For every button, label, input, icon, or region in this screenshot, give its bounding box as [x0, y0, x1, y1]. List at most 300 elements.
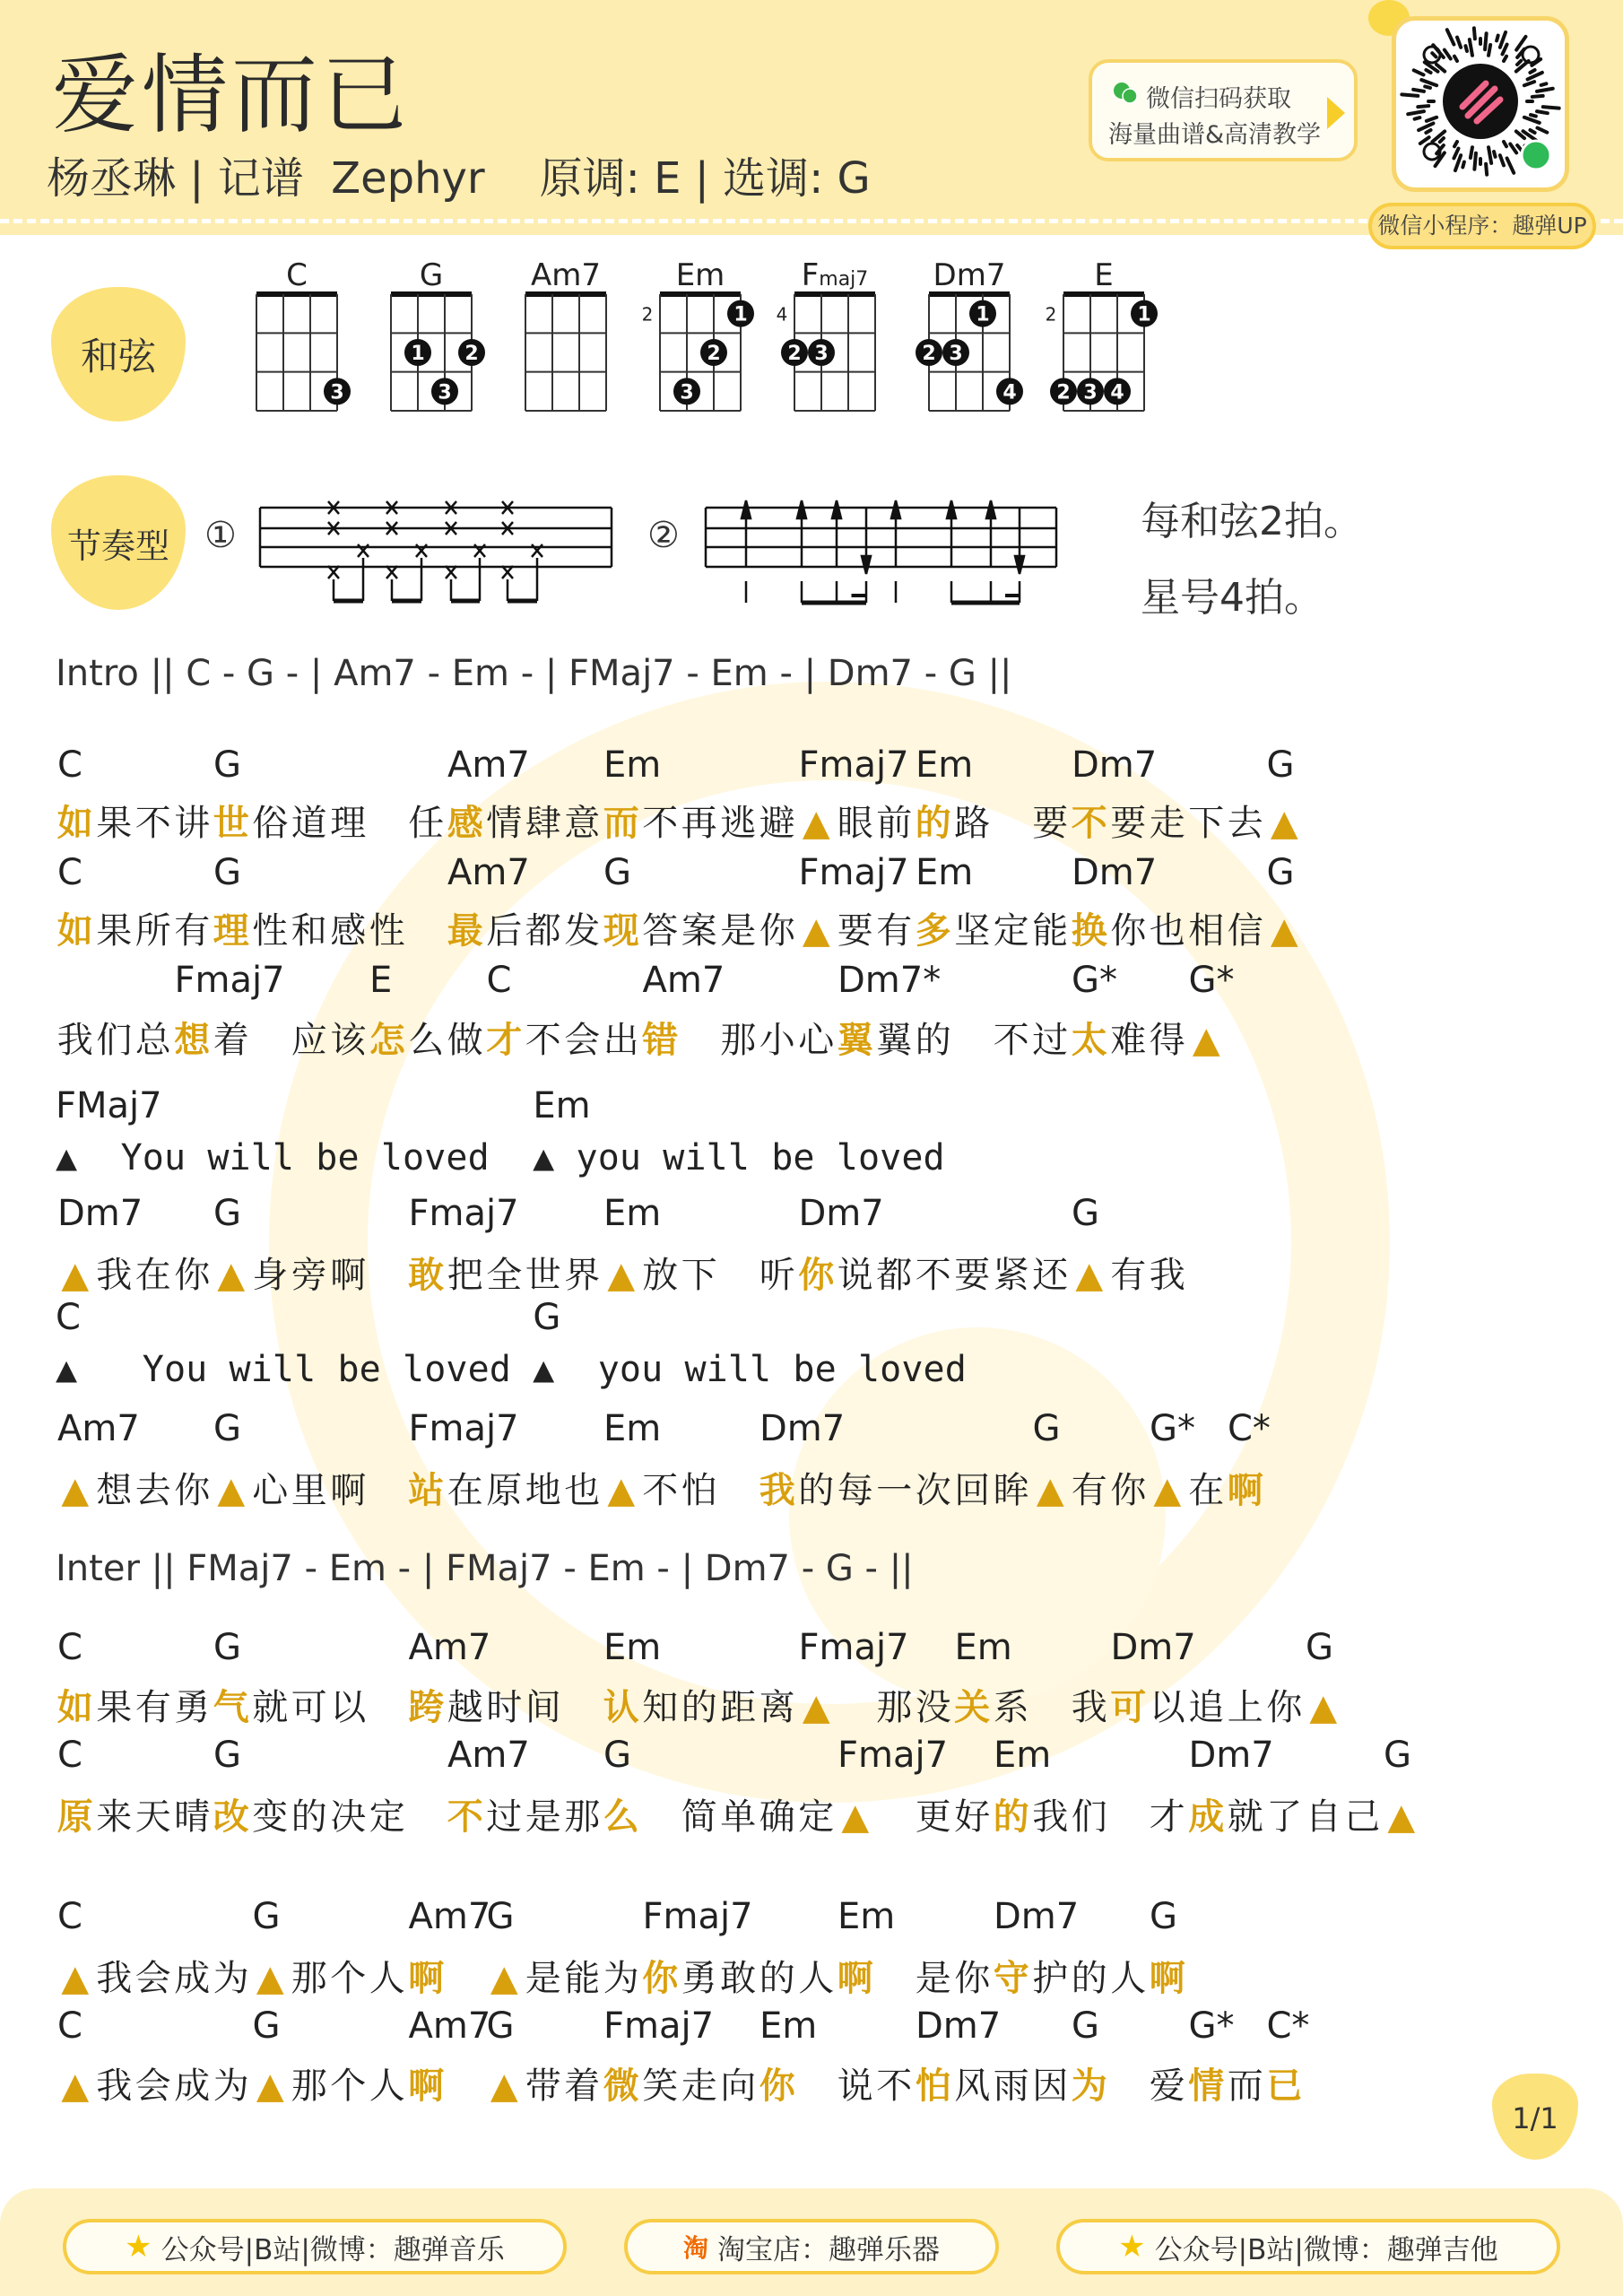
- lyric-char: 能: [1032, 910, 1069, 952]
- lyric-char: 不: [993, 1020, 1029, 1061]
- lyric-char: e: [467, 1349, 490, 1390]
- lyric-char: 任: [408, 803, 445, 844]
- lyric-char: 啊: [1227, 1470, 1263, 1511]
- lyric-char: 有: [1071, 1470, 1107, 1511]
- lyric-char: 人: [369, 1958, 405, 1999]
- lyric-char: 要: [954, 1255, 991, 1296]
- lyric-char: d: [489, 1349, 511, 1390]
- chord-symbol: Dm7: [916, 2005, 1002, 2047]
- lyric-char: 因: [1032, 2066, 1069, 2107]
- lyric-char: 敢: [720, 1958, 757, 1999]
- lyric-char: 好: [954, 1796, 991, 1838]
- promo-line2: 海量曲谱&高清教学: [1108, 121, 1322, 149]
- star-icon: ★: [1118, 2229, 1146, 2265]
- chord-diagram-c: [256, 257, 351, 411]
- lyric-char: 你: [954, 1958, 991, 1999]
- lyric-char: 那: [720, 1020, 757, 1061]
- lyric-char: 会: [564, 1020, 601, 1061]
- chord-diagrams: [206, 251, 1193, 430]
- svg-text:3: 3: [438, 381, 452, 404]
- lyric-char: 如: [56, 1687, 93, 1728]
- lyric-char: 关: [954, 1687, 991, 1728]
- lyric-char: 么: [603, 1796, 639, 1838]
- lyric-char: 信: [1227, 910, 1263, 952]
- svg-text:2: 2: [1056, 381, 1071, 404]
- lyric-char: 没: [915, 1687, 951, 1728]
- lyric-char: [207, 1349, 229, 1390]
- lyric-char: 理: [330, 803, 367, 844]
- lyric-char: i: [706, 1349, 728, 1390]
- lyric-char: 是: [525, 1796, 561, 1838]
- lyric-char: l: [403, 1349, 425, 1390]
- base-fret: 2: [641, 303, 654, 326]
- lyric-char: 最: [447, 910, 483, 952]
- lyric-char: 不: [642, 803, 679, 844]
- lyric-row: [56, 1788, 1421, 1838]
- lyric-char: v: [880, 1137, 902, 1178]
- chord-symbol: FMaj7: [56, 1085, 162, 1126]
- lyric-char: 都: [525, 910, 561, 952]
- lyric-char: Y: [142, 1349, 164, 1390]
- lyric-char: 和: [291, 910, 327, 952]
- lyric-char: 就: [252, 1687, 289, 1728]
- chord-symbol: G: [1072, 2005, 1099, 2047]
- lyric-char: i: [250, 1349, 273, 1390]
- lyric-char: 的: [1071, 1958, 1107, 1999]
- lyric-char: 前: [876, 803, 913, 844]
- lyric-char: 怕: [915, 2066, 951, 2107]
- lyric-char: 有: [135, 1687, 171, 1728]
- lyric-char: e: [446, 1137, 468, 1178]
- lyric-char: v: [424, 1137, 447, 1178]
- chord-symbol: Dm7: [1188, 1735, 1274, 1776]
- lyric-char: [1109, 1796, 1149, 1838]
- lyric-char: 怎: [369, 1020, 405, 1061]
- chord-name: E: [1094, 257, 1114, 293]
- lyric-char: [719, 1255, 759, 1296]
- lyric-char: [797, 2066, 837, 2107]
- chord-symbol: Fmaj7: [408, 1408, 519, 1449]
- strum-marker-icon: ▲: [217, 1470, 246, 1511]
- lyric-char: 说: [837, 1255, 873, 1296]
- lyric-char: 你: [798, 1255, 835, 1296]
- lyric-char: 啊: [330, 1470, 367, 1511]
- lyric-char: 在: [1188, 1470, 1225, 1511]
- lyric-char: 以: [1149, 1687, 1185, 1728]
- lyric-char: 翼: [837, 1020, 873, 1061]
- lyric-char: 简: [681, 1796, 717, 1838]
- svg-text:3: 3: [680, 381, 694, 404]
- chord-diagram-fmaj7: [777, 257, 875, 411]
- qr-code-icon: [1396, 21, 1565, 187]
- lyric-char: 而: [603, 803, 639, 844]
- chord-diagram-dm7: [916, 257, 1023, 411]
- lyric-char: [407, 1796, 447, 1838]
- lyric-char: l: [706, 1137, 728, 1178]
- lyric-char: 跨: [408, 1687, 445, 1728]
- lyric-char: 性: [252, 910, 289, 952]
- lyric-char: 界: [564, 1255, 601, 1296]
- chord-symbol: Em: [916, 852, 974, 893]
- lyric-char: 不: [447, 1796, 483, 1838]
- lyric-char: 眼: [837, 803, 873, 844]
- lyric-char: 你: [759, 2066, 795, 2107]
- lyric-char: 勇: [681, 1958, 717, 1999]
- lyric-char: [368, 1687, 407, 1728]
- lyric-row: [56, 1137, 945, 1182]
- chord-symbol: G: [213, 852, 241, 893]
- chord-row: [56, 960, 1580, 1004]
- lyric-char: 走: [1149, 803, 1185, 844]
- lyric-char: 下: [681, 1255, 717, 1296]
- lyric-char: 不: [1071, 803, 1107, 844]
- lyric-char: e: [793, 1137, 815, 1178]
- chord-row: [56, 744, 1580, 789]
- strum-marker-icon: ▲: [607, 1255, 636, 1296]
- lyric-char: 追: [1188, 1687, 1225, 1728]
- lyric-char: 发: [564, 910, 601, 952]
- chord-symbol: Em: [994, 1735, 1052, 1776]
- footer-link-music[interactable]: [63, 2219, 567, 2274]
- lyric-char: 去: [135, 1470, 171, 1511]
- chord-symbol: C: [57, 1735, 82, 1776]
- chord-symbol: C: [486, 960, 512, 1001]
- lyric-char: 在: [447, 1470, 483, 1511]
- wechat-icon: [1112, 81, 1139, 106]
- lyric-char: 敢: [408, 1255, 445, 1296]
- rhythm-note-1: 每和弦2拍。: [1141, 499, 1363, 544]
- lyric-char: 每: [837, 1470, 873, 1511]
- lyric-char: 原: [56, 1796, 93, 1838]
- mini-program-label: 微信小程序：趣弹UP: [1368, 203, 1596, 249]
- lyric-char: u: [186, 1349, 208, 1390]
- chord-symbol: C: [57, 2005, 82, 2047]
- lyric-char: 你: [759, 910, 795, 952]
- lyric-char: l: [857, 1349, 881, 1390]
- lyric-char: 旁: [291, 1255, 327, 1296]
- promo-card[interactable]: [1089, 59, 1358, 161]
- lyric-char: 了: [1266, 1796, 1303, 1838]
- svg-text:4: 4: [1002, 381, 1017, 404]
- lyric-char: 个: [330, 2066, 367, 2107]
- section-label: Intro || C - G - | Am7 - Em - | FMaj7 - Em - | Dm7 - G ||: [56, 653, 1012, 694]
- lyric-char: 人: [798, 1958, 835, 1999]
- chord-symbol: Em: [603, 744, 662, 786]
- strum-marker-icon: ▲: [217, 1255, 246, 1296]
- lyric-char: 就: [1227, 1796, 1263, 1838]
- svg-text:2: 2: [922, 343, 936, 365]
- lyric-char: 心: [252, 1470, 289, 1511]
- lyric-char: 带: [525, 2066, 561, 2107]
- lyric-char: [316, 1349, 337, 1390]
- lyric-char: 俗: [252, 803, 289, 844]
- chord-symbol: Fmaj7: [642, 1896, 753, 1937]
- lyric-char: 我: [96, 2066, 133, 2107]
- lyric-char: [368, 1255, 407, 1296]
- lyric-char: 换: [1071, 910, 1107, 952]
- lyric-char: 我: [96, 1958, 133, 1999]
- strum-marker-icon: ▲: [533, 1349, 555, 1390]
- chord-symbol: G: [533, 1297, 561, 1338]
- chord-symbol: G: [486, 1896, 515, 1937]
- lyric-char: l: [272, 1349, 295, 1390]
- svg-text:3: 3: [814, 343, 829, 365]
- footer-link-taobao[interactable]: [624, 2219, 999, 2274]
- lyric-char: [680, 1020, 719, 1061]
- chord-symbol: Am7: [447, 1735, 530, 1776]
- lyric-char: 气: [213, 1687, 249, 1728]
- chord-symbol: Fmaj7: [838, 1735, 949, 1776]
- lyric-char: 你: [174, 1470, 211, 1511]
- chord-symbol: C: [57, 744, 82, 786]
- lyric-char: 世: [525, 1255, 561, 1296]
- lyric-char: o: [424, 1349, 447, 1390]
- lyric-char: 全: [486, 1255, 523, 1296]
- lyric-char: 间: [525, 1687, 561, 1728]
- footer-text: 公众号|B站|微博：趣弹音乐: [161, 2233, 505, 2266]
- lyric-row: [56, 795, 1304, 844]
- song-title: 爱情而已: [52, 45, 411, 145]
- lyric-char: o: [857, 1137, 881, 1178]
- lyric-char: 想: [174, 1020, 211, 1061]
- lyric-char: 上: [1227, 1687, 1263, 1728]
- rhythm-note-2: 星号4拍。: [1141, 575, 1324, 621]
- lyric-char: 认: [603, 1687, 639, 1728]
- chord-symbol: G: [1150, 1896, 1177, 1937]
- lyric-char: 去: [1227, 803, 1263, 844]
- lyric-char: 我: [96, 1255, 133, 1296]
- lyric-char: 成: [174, 1958, 211, 1999]
- svg-text:1: 1: [733, 303, 748, 326]
- chord-symbol: Fmaj7: [174, 960, 285, 1001]
- lyric-char: o: [403, 1137, 425, 1178]
- lyric-char: 我: [1149, 1255, 1185, 1296]
- lyric-char: u: [163, 1137, 187, 1178]
- lyric-char: 要: [1110, 803, 1147, 844]
- lyric-char: 把: [447, 1255, 483, 1296]
- lyric-char: 是: [915, 1958, 951, 1999]
- chord-symbol: Dm7: [1072, 852, 1158, 893]
- chord-symbol: G: [252, 2005, 281, 2047]
- lyric-char: [77, 1137, 99, 1178]
- lyric-char: o: [597, 1137, 620, 1178]
- lyric-char: [554, 1137, 576, 1178]
- lyric-char: 该: [330, 1020, 367, 1061]
- lyric-char: 所: [135, 910, 171, 952]
- lyric-char: 站: [408, 1470, 445, 1511]
- chords-badge: 和弦: [51, 287, 186, 422]
- lyric-char: o: [163, 1349, 187, 1390]
- lyric-char: 守: [993, 1958, 1029, 1999]
- lyric-char: b: [316, 1137, 338, 1178]
- strum-marker-icon: ▲: [1270, 910, 1298, 952]
- lyric-char: 能: [564, 1958, 601, 1999]
- chord-symbol: C: [56, 1297, 81, 1338]
- svg-text:4: 4: [1110, 381, 1124, 404]
- lyric-char: 回: [954, 1470, 991, 1511]
- footer-link-guitar[interactable]: [1056, 2219, 1560, 2274]
- lyric-char: [750, 1137, 771, 1178]
- chord-symbol: Em: [603, 1408, 662, 1449]
- chord-diagram-am7: [525, 257, 606, 411]
- lyric-char: 的: [759, 1958, 795, 1999]
- lyric-char: l: [750, 1349, 772, 1390]
- strum-marker-icon: ▲: [490, 1958, 518, 1999]
- strum-marker-icon: ▲: [1192, 1020, 1220, 1061]
- lyric-char: l: [380, 1137, 403, 1178]
- chord-symbol: G: [213, 1627, 241, 1668]
- chord-symbol: G: [213, 1193, 241, 1234]
- lyric-char: 定: [993, 910, 1029, 952]
- lyric-char: 更: [915, 1796, 951, 1838]
- lyric-char: 那: [876, 1687, 913, 1728]
- chord-name: Fmaj7: [801, 257, 869, 293]
- lyric-char: [446, 1958, 485, 1999]
- chord-symbol: Dm7: [759, 1408, 846, 1449]
- lyric-row: [56, 902, 1304, 952]
- chord-symbol: C: [57, 1627, 82, 1668]
- lyric-char: w: [207, 1137, 230, 1178]
- strum-marker-icon: ▲: [61, 2066, 90, 2107]
- lyric-char: 得: [1149, 1020, 1185, 1061]
- lyric-char: 人: [1110, 1958, 1147, 1999]
- lyric-char: 坚: [954, 910, 991, 952]
- lyric-char: 下: [1188, 803, 1225, 844]
- lyric-char: 我: [759, 1470, 795, 1511]
- strum-marker-icon: ▲: [533, 1137, 555, 1178]
- lyric-char: e: [901, 1137, 924, 1178]
- lyric-char: 那: [291, 1958, 327, 1999]
- strum-marker-icon: ▲: [1309, 1687, 1338, 1728]
- lyric-char: 己: [1344, 1796, 1381, 1838]
- svg-text:2: 2: [464, 343, 479, 365]
- lyric-char: 你: [174, 1255, 211, 1296]
- chord-symbol: G: [486, 2005, 515, 2047]
- strum-marker-icon: ▲: [61, 1958, 90, 1999]
- lyric-char: 护: [1032, 1958, 1069, 1999]
- chord-symbol: Am7: [642, 960, 725, 1001]
- lyric-char: 确: [759, 1796, 795, 1838]
- lyric-char: 系: [993, 1687, 1029, 1728]
- chord-symbol: Fmaj7: [408, 1193, 519, 1234]
- chord-diagram-e: [1046, 257, 1158, 411]
- lyric-char: 感: [447, 803, 483, 844]
- chord-symbol: G: [1306, 1627, 1333, 1668]
- lyric-char: [875, 1958, 915, 1999]
- chord-symbol: G: [1032, 1408, 1061, 1449]
- chord-symbol: Am7: [57, 1408, 140, 1449]
- lyric-char: 为: [1071, 2066, 1107, 2107]
- svg-text:1: 1: [1137, 303, 1151, 326]
- lyric-char: 雨: [993, 2066, 1029, 2107]
- lyric-char: 单: [720, 1796, 757, 1838]
- lyric-char: 在: [135, 1255, 171, 1296]
- lyric-char: 果: [96, 803, 133, 844]
- svg-text:3: 3: [1083, 381, 1098, 404]
- svg-text:2: 2: [787, 343, 802, 365]
- lyric-char: 讲: [174, 803, 211, 844]
- lyric-row: [56, 1462, 1265, 1511]
- chord-symbol: C*: [1228, 1408, 1271, 1449]
- chord-symbol: Em: [533, 1085, 591, 1126]
- lyric-char: 啊: [408, 1958, 445, 1999]
- lyric-char: [407, 910, 447, 952]
- lyric-char: y: [576, 1137, 598, 1178]
- lyric-char: [1031, 1687, 1071, 1728]
- lyric-char: 已: [1266, 2066, 1303, 2107]
- lyric-char: v: [446, 1349, 468, 1390]
- chord-symbol: G: [603, 852, 631, 893]
- lyric-char: b: [793, 1349, 815, 1390]
- lyric-char: 那: [291, 2066, 327, 2107]
- lyric-char: 着: [213, 1020, 249, 1061]
- lyric-char: 眸: [993, 1470, 1029, 1511]
- lyric-char: 再: [681, 803, 717, 844]
- lyric-char: [77, 1349, 99, 1390]
- chord-symbol: G: [1384, 1735, 1411, 1776]
- lyric-char: [511, 1349, 533, 1390]
- lyric-char: 你: [1266, 1687, 1303, 1728]
- lyric-char: y: [597, 1349, 620, 1390]
- chord-symbol: Em: [916, 744, 974, 786]
- base-fret: 4: [776, 303, 788, 326]
- chord-row: [56, 1297, 1580, 1342]
- chord-symbol: Am7: [408, 1627, 491, 1668]
- lyric-char: 性: [369, 910, 405, 952]
- strum-marker-icon: ▲: [56, 1137, 78, 1178]
- lyric-char: 错: [642, 1020, 679, 1061]
- lyric-char: 时: [486, 1687, 523, 1728]
- lyric-char: i: [229, 1137, 251, 1178]
- chord-symbol: C: [57, 1896, 82, 1937]
- lyric-char: 世: [213, 803, 249, 844]
- lyric-char: [99, 1137, 120, 1178]
- lyric-char: 距: [720, 1687, 757, 1728]
- lyric-char: 放: [642, 1255, 679, 1296]
- chord-symbol: G: [213, 1408, 241, 1449]
- lyric-char: 决: [330, 1796, 367, 1838]
- lyric-char: [99, 1349, 120, 1390]
- lyric-char: [992, 803, 1031, 844]
- strum-marker-icon: ▲: [256, 2066, 284, 2107]
- chord-symbol: Am7: [447, 852, 530, 893]
- lyric-char: 我: [56, 1020, 93, 1061]
- lyric-char: 出: [603, 1020, 639, 1061]
- lyric-row: [56, 1679, 1343, 1728]
- lyric-char: [641, 1796, 681, 1838]
- lyric-char: i: [684, 1137, 707, 1178]
- chord-symbol: Am7: [447, 744, 530, 786]
- lyric-char: o: [142, 1137, 164, 1178]
- qr-code[interactable]: [1392, 16, 1569, 192]
- lyric-char: 果: [96, 910, 133, 952]
- star-icon: ★: [125, 2229, 152, 2265]
- strum-marker-icon: ▲: [256, 1958, 284, 1999]
- lyric-char: w: [684, 1349, 707, 1390]
- lyric-char: 走: [681, 2066, 717, 2107]
- lyric-char: 心: [798, 1020, 835, 1061]
- lyric-char: 可: [1110, 1687, 1147, 1728]
- chord-symbol: Em: [603, 1193, 662, 1234]
- lyric-char: 的: [291, 1796, 327, 1838]
- strum-marker-icon: ▲: [61, 1255, 90, 1296]
- lyric-char: 做: [447, 1020, 483, 1061]
- lyric-char: 如: [56, 803, 93, 844]
- lyric-char: 的: [915, 1020, 951, 1061]
- lyric-char: 情: [1188, 2066, 1225, 2107]
- lyric-char: 应: [291, 1020, 327, 1061]
- lyric-char: [446, 2066, 485, 2107]
